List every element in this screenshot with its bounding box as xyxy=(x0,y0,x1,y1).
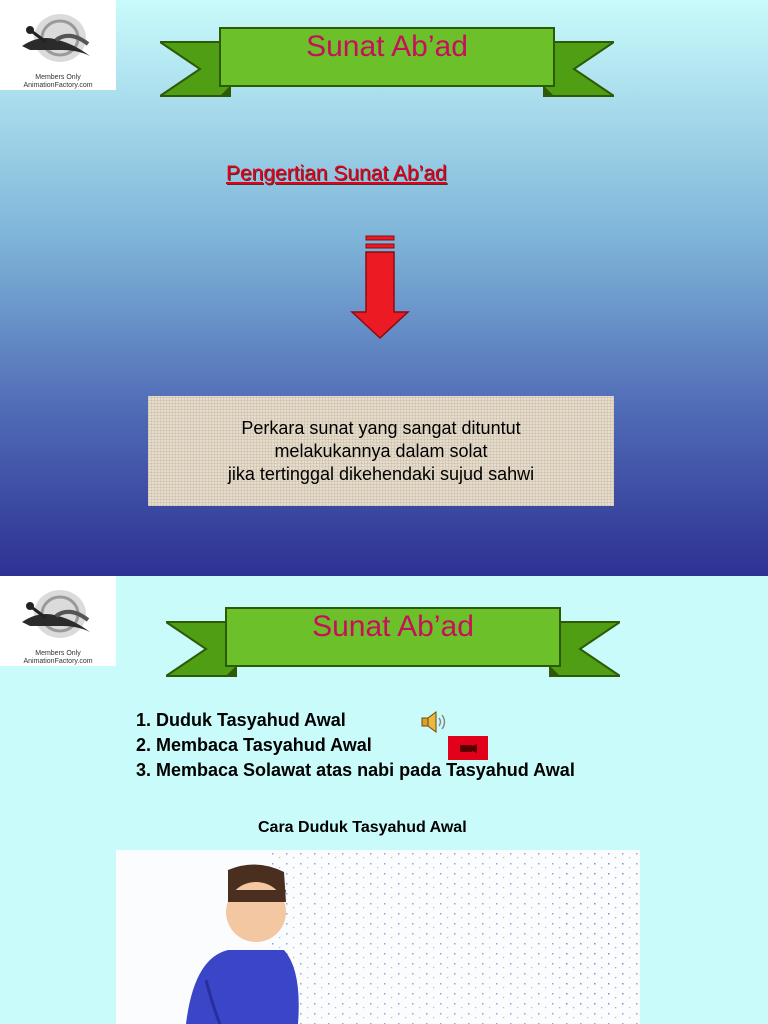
definition-line-3: jika tertinggal dikehendaki sujud sahwi xyxy=(227,463,535,484)
definition-heading: Pengertian Sunat Ab’ad xyxy=(226,162,447,185)
logo-caption-line2: AnimationFactory.com xyxy=(23,658,93,665)
stork-logo-icon xyxy=(0,576,116,646)
definition-line-1: Perkara sunat yang sangat dituntut xyxy=(241,417,521,438)
definition-line-2: melakukannya dalam solat xyxy=(274,440,488,461)
speaker-icon[interactable] xyxy=(420,710,448,734)
animation-factory-logo xyxy=(0,0,116,90)
animation-factory-logo xyxy=(0,576,116,666)
tasyahud-illustration xyxy=(116,850,640,1024)
down-arrow-icon xyxy=(350,234,410,340)
illustration-caption: Cara Duduk Tasyahud Awal xyxy=(258,819,467,836)
slide-2 xyxy=(0,576,768,1024)
stork-logo-icon xyxy=(0,0,116,70)
sitting-man-illustration-icon xyxy=(116,850,640,1024)
title-banner xyxy=(160,12,614,98)
logo-caption-line2: AnimationFactory.com xyxy=(23,82,93,89)
slide-title: Sunat Ab’ad xyxy=(306,30,468,63)
list-item: 1. Duduk Tasyahud Awal xyxy=(136,710,346,730)
list-item: 3. Membaca Solawat atas nabi pada Tasyahud Awal xyxy=(136,760,575,780)
video-button[interactable] xyxy=(448,736,488,760)
list-item: 2. Membaca Tasyahud Awal xyxy=(136,735,372,755)
title-banner xyxy=(166,592,620,678)
logo-caption-line1: Members Only xyxy=(35,650,81,657)
definition-box xyxy=(148,396,614,506)
logo-caption-line1: Members Only xyxy=(35,74,81,81)
sunat-abad-list xyxy=(136,708,575,783)
slide-title: Sunat Ab’ad xyxy=(312,610,474,643)
video-camera-icon xyxy=(448,736,488,760)
